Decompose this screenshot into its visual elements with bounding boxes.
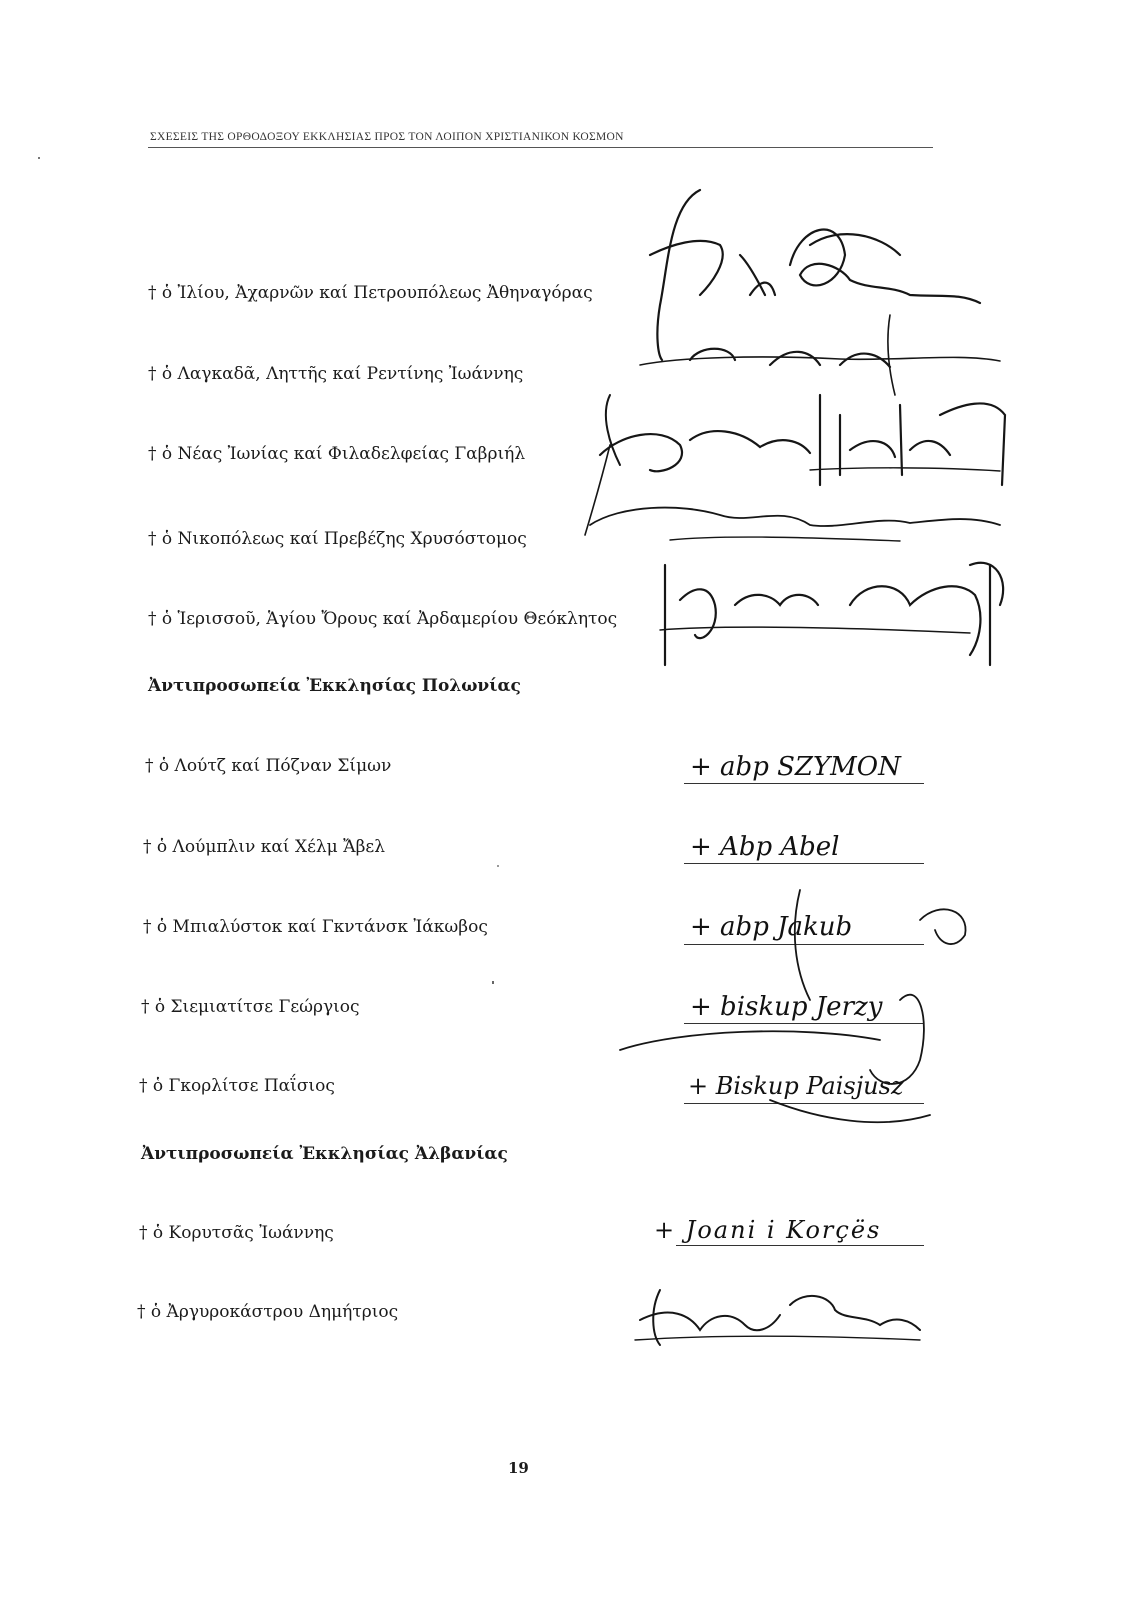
signatory-name: † ὁ Ἱερισσοῦ, Ἁγίου Ὄρους καί Ἀρδαμερίου Θεόκλητος [148,609,618,629]
signature-line [684,863,924,864]
signature-line [676,1245,924,1246]
header-rule [148,147,933,148]
signatory-name: † ὁ Γκορλίτσε Παΐσιος [139,1076,335,1096]
signatory-name: † ὁ Λούτζ καί Πόζναν Σίμων [145,756,392,776]
scan-speck [38,157,40,159]
signatory-name: † ὁ Ἰλίου, Ἀχαρνῶν καί Πετρουπόλεως Ἀθηναγόρας [148,283,593,303]
scan-speck [492,981,494,984]
signatory-name: † ὁ Νικοπόλεως καί Πρεβέζης Χρυσόστομος [148,529,527,549]
signature-text: + Abp Abel [690,832,840,862]
signatory-name: † ὁ Λούμπλιν καί Χέλμ Ἄβελ [143,837,385,857]
scan-speck [497,865,499,867]
signatory-name: † ὁ Σιεμιατίτσε Γεώργιος [141,997,360,1017]
signature-flourish [620,890,1000,1170]
signature-text: + biskup Jerzy [690,992,883,1022]
handwritten-signature [640,185,1020,695]
page-number: 19 [508,1459,529,1477]
signature-line [684,783,924,784]
section-heading: Ἀντιπροσωπεία Ἐκκλησίας Πολωνίας [148,676,521,696]
signatory-name: † ὁ Ἀργυροκάστρου Δημήτριος [137,1302,399,1322]
signatory-name: † ὁ Λαγκαδᾶ, Ληττῆς καί Ρεντίνης Ἰωάννης [148,364,524,384]
signatory-name: † ὁ Κορυτσᾶς Ἰωάννης [139,1223,334,1243]
running-header: ΣΧΕΣΕΙΣ ΤΗΣ ΟΡΘΟΔΟΞΟΥ ΕΚΚΛΗΣΙΑΣ ΠΡΟΣ ΤΟΝ ΛΟΙΠΟΝ ΧΡΙΣΤΙΑΝΙΚΟΝ ΚΟΣΜΟΝ [150,131,624,143]
signature-text: + abp Jakub [690,912,853,942]
section-heading: Ἀντιπροσωπεία Ἐκκλησίας Ἀλβανίας [141,1144,508,1164]
signature-text: + abp SZYMON [690,752,901,782]
signatory-name: † ὁ Μπιαλύστοκ καί Γκντάνσκ Ἰάκωβος [143,917,488,937]
signature-text: + Biskup Paisjusz [688,1072,904,1100]
signatory-name: † ὁ Νέας Ἰωνίας καί Φιλαδελφείας Γαβριήλ [148,444,526,464]
handwritten-signature [630,1285,930,1355]
signature-text: + Joani i Korçës [654,1216,882,1244]
